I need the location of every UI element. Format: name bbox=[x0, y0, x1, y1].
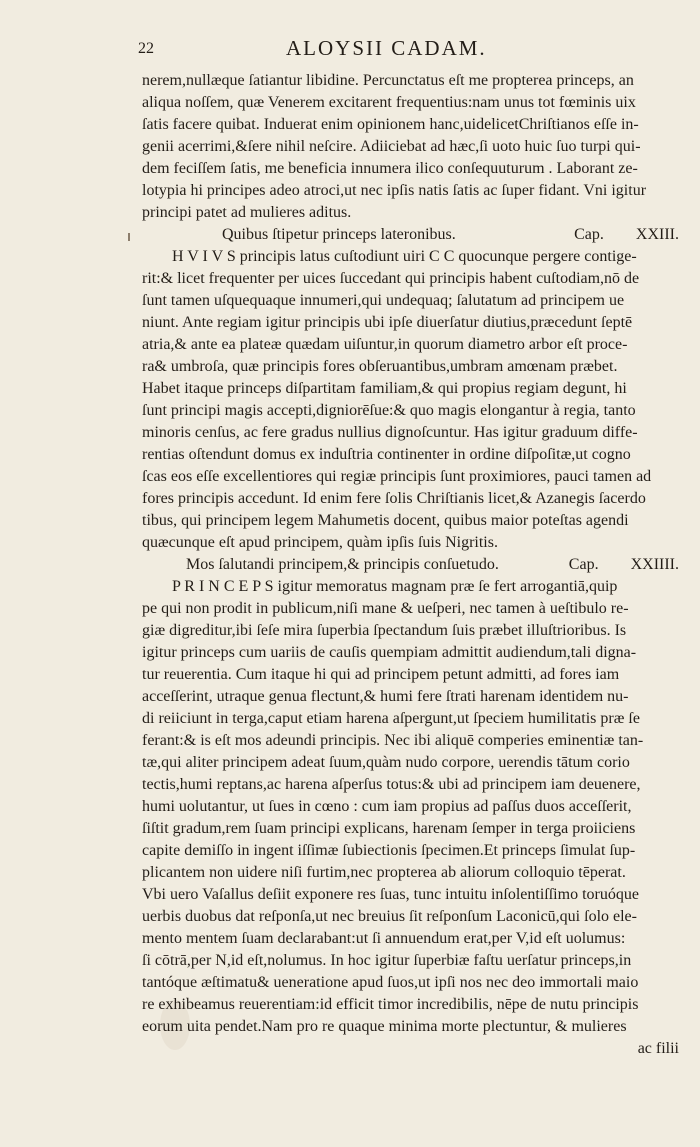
text-line: tantóque æſtimatu& ueneratione apud ſuos,ut ipſi nos nec deo immortali maio bbox=[142, 974, 639, 991]
text-line: Habet itaque princeps diſpartitam familiam,& qui propius regiam degunt, hi bbox=[142, 380, 627, 397]
chapter-heading-23 bbox=[142, 224, 687, 246]
text-line: Vbi uero Vaſallus deſiit exponere res ſuas, tunc intuitu inſolentiſſimo toruóque bbox=[142, 886, 639, 903]
text-line: giæ digreditur,ibi ſeſe mira ſuperbia ſpectandum ſuis præbet illuſtrioribus. Is bbox=[142, 622, 627, 639]
text-line: humi uolutantur, ut ſues in cœno : cum iam propius ad paſſus duos acceſſerit, bbox=[142, 798, 632, 815]
text-line: fores principis accedunt. Id enim fere ſolis Chriſtianis licet,& Azanegis ſacerdo bbox=[142, 490, 646, 507]
text-line: rentias oſtendunt domus ex induſtria continenter in ordine diſpoſitæ,ut cogno bbox=[142, 446, 631, 463]
catchword: ac filii bbox=[637, 1040, 679, 1057]
text-line: tectis,humi reptans,ac harena aſperſus totus:& ubi ad principem iam deuenere, bbox=[142, 776, 641, 793]
text-line: principi patet ad mulieres aditus. bbox=[142, 204, 352, 221]
text-line: dem feciſſem ſatis, me beneficia innumera ilico conſequuturum . Laborant ze- bbox=[142, 160, 638, 177]
chapter-number bbox=[569, 554, 687, 576]
chapter-label: Cap. bbox=[574, 226, 604, 243]
text-line: ferant:& is eſt mos adeundi principis. Nec ibi aliquē comperies eminentiæ tan- bbox=[142, 732, 644, 749]
text-line: acceſſerint, utraque genua flectunt,& humi fere ſtrati harenam identidem nu- bbox=[142, 688, 629, 705]
text-line: re exhibeamus reuerentiam:id efficit timor incredibilis, nēpe de nutu principis bbox=[142, 996, 639, 1013]
chapter-title: Quibus ſtipetur princeps lateronibus. bbox=[222, 226, 456, 243]
text-line: tæ,qui aliter principem adeat ſuum,quàm nudo corpore, uerendis tātum corio bbox=[142, 754, 630, 771]
text-line: atria,& ante ea plateæ quædam uiſuntur,in quorum diametro arbor eſt proce- bbox=[142, 336, 628, 353]
page-header bbox=[138, 36, 558, 62]
chapter-label: Cap. bbox=[568, 556, 599, 573]
chapter-heading-24 bbox=[142, 554, 687, 576]
text-line: aliqua noſſem, quæ Venerem excitarent frequentius:nam unus tot fœminis uix bbox=[142, 94, 636, 111]
page-number: 22 bbox=[138, 40, 154, 57]
text-line: niunt. Ante regiam igitur principis ubi ipſe diuerſatur diutius,præcedunt ſeptē bbox=[142, 314, 633, 331]
text-line: ſiſtit gradum,rem ſuam principi explicans, harenam ſemper in terga proiiciens bbox=[142, 820, 636, 837]
text-line: igitur princeps cum uariis de cauſis quempiam admittit audiendum,tali digna- bbox=[142, 644, 637, 661]
body-text bbox=[142, 70, 687, 1060]
text-line: di reiiciunt in terga,caput etiam harena aſpergunt,ut ſpeciem humilitatis præ ſe bbox=[142, 710, 640, 727]
text-line: uerbis duobus dat reſponſa,ut nec breuius ſit reſponſum Laconicū,qui ſolo ele- bbox=[142, 908, 637, 925]
chapter-title: Mos ſalutandi principem,& principis conſuetudo. bbox=[186, 556, 499, 573]
text-line: quæcunque eſt apud principem, quàm ipſis ſuis Nigritis. bbox=[142, 534, 498, 551]
text-line: mento mentem ſuam declarabant:ut ſi annuendum erat,per V,id eſt uolumus: bbox=[142, 930, 626, 947]
chapter-numeral: XXIII. bbox=[635, 226, 679, 243]
text-line: H V I V S principis latus cuſtodiunt uiri C C quocunque pergere contige- bbox=[172, 248, 637, 265]
margin-mark bbox=[128, 233, 130, 241]
text-line: pe qui non prodit in publicum,niſi mane & ueſperi, nec tamen à ueſtibulo re- bbox=[142, 600, 629, 617]
text-line: tibus, qui principem legem Mahumetis docent, quibus maior poteſtas agendi bbox=[142, 512, 629, 529]
text-line: tur reuerentia. Cum itaque hi qui ad principem petunt admitti, ad fores iam bbox=[142, 666, 620, 683]
text-line: nerem,nullæque ſatiantur libidine. Percunctatus eſt me propterea princeps, an bbox=[142, 72, 634, 89]
text-line: ſatis facere quibat. Induerat enim opinionem hanc,uidelicetChriſtianos eſſe in- bbox=[142, 116, 639, 133]
text-line: capite demiſſo in ingent iſſimæ ſubiectionis ſpecimen.Et princeps ſimulat ſup- bbox=[142, 842, 636, 859]
text-line: ſunt tamen uſquequaque innumeri,qui undequaq; ſalutatum ad principem ue bbox=[142, 292, 625, 309]
text-line: genii acerrimi,&ſere nihil neſcire. Adiiciebat ad hæc,ſi uoto huic ſuo turpi qui- bbox=[142, 138, 641, 155]
chapter-number bbox=[574, 224, 687, 246]
text-line: rit:& licet frequenter per uices ſuccedant qui principis habent cuſtodiam,nō de bbox=[142, 270, 640, 287]
text-line: eorum uita pendet.Nam pro re quaque minima morte plectuntur, & mulieres bbox=[142, 1018, 627, 1035]
text-line: ſunt principi magis accepti,digniorēſue:& quo magis elongantur à regia, tanto bbox=[142, 402, 636, 419]
chapter-numeral: XXIIII. bbox=[630, 556, 679, 573]
text-line: lotypia hi principes adeo atroci,ut nec ipſis natis ſatis ac ſuper fidant. Vni igitur bbox=[142, 182, 647, 199]
text-line: P R I N C E P S igitur memoratus magnam præ ſe fert arrogantiā,quip bbox=[172, 578, 618, 595]
text-line: ſi cōtrā,per N,id eſt,nolumus. In hoc igitur ſuperbiæ faſtu uerſatur princeps,in bbox=[142, 952, 632, 969]
text-line: minoris cenſus, ac fere gradus nullius dignoſcuntur. Has igitur graduum diffe- bbox=[142, 424, 638, 441]
text-line: ra& umbroſa, quæ principis fores obſeruantibus,umbram amœnam præbet. bbox=[142, 358, 618, 375]
running-head: ALOYSII CADAM. bbox=[286, 36, 487, 60]
text-line: ſcas eos eſſe excellentiores qui regiæ principis ſunt proximiores, pauci tamen ad bbox=[142, 468, 652, 485]
text-line: plicantem non uidere niſi furtim,nec propterea ab aliorum colloquio tēperat. bbox=[142, 864, 626, 881]
